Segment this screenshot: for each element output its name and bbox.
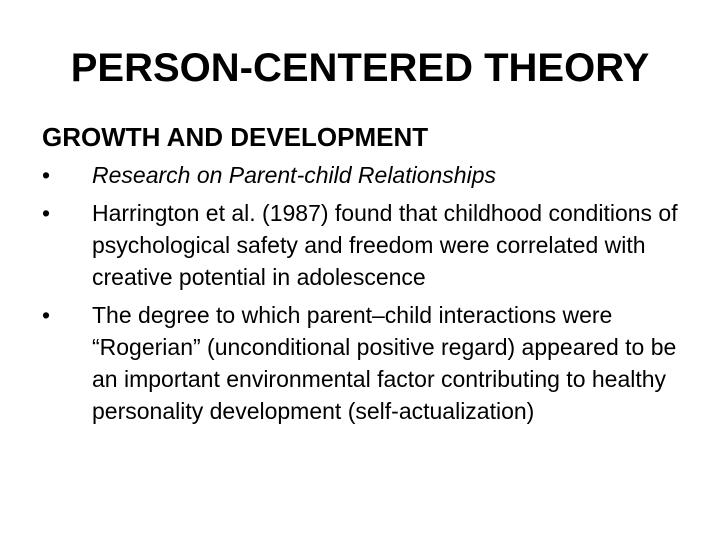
bullet-list bbox=[42, 159, 692, 427]
slide-title: PERSON-CENTERED THEORY bbox=[70, 46, 650, 90]
section-heading: GROWTH AND DEVELOPMENT bbox=[42, 122, 429, 152]
bullet-text: Harrington et al. (1987) found that childhood conditions of psychological safety and freedom were correlated with creative potential in adolescence bbox=[92, 200, 678, 290]
bullet-item-research bbox=[42, 159, 692, 191]
bullet-icon: • bbox=[42, 200, 51, 226]
bullet-text: Research on Parent-child Relationships bbox=[92, 162, 496, 188]
bullet-text: The degree to which parent–child interactions were “Rogerian” (unconditional positive regard) appeared to be an important environmental factor contributing to healthy personality development (self-actualization) bbox=[92, 302, 677, 424]
bullet-item-rogerian bbox=[42, 299, 692, 427]
slide-content bbox=[42, 119, 692, 433]
bullet-icon: • bbox=[42, 162, 51, 188]
bullet-item-harrington bbox=[42, 197, 692, 293]
bullet-icon: • bbox=[42, 302, 51, 328]
